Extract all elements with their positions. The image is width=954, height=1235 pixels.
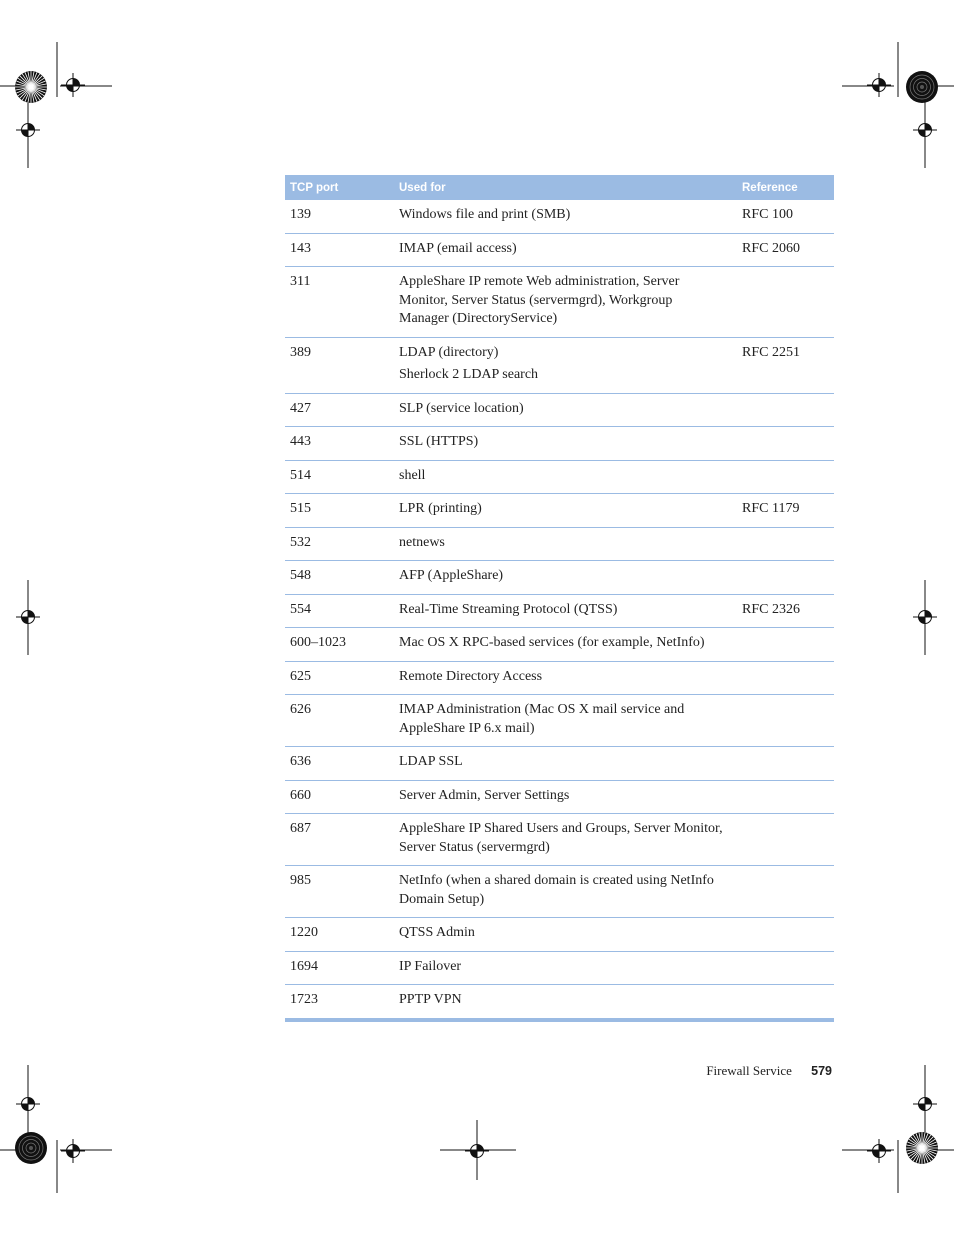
table-row — [285, 661, 834, 695]
cell-reference: RFC 2060 — [737, 233, 834, 267]
cell-tcp-port: 311 — [285, 267, 394, 338]
cell-reference — [737, 561, 834, 595]
cell-tcp-port: 687 — [285, 814, 394, 866]
table-row — [285, 594, 834, 628]
used-for-line: SSL (HTTPS) — [399, 434, 479, 449]
used-for-line: PPTP VPN — [399, 992, 462, 1007]
cell-reference — [737, 427, 834, 461]
used-for-line: shell — [399, 467, 426, 483]
table-row — [285, 951, 834, 985]
used-for-line: Remote Directory Access — [399, 668, 543, 684]
cell-used-for — [394, 393, 737, 427]
cell-used-for — [394, 594, 737, 628]
cell-used-for — [394, 267, 737, 338]
used-for-line: netnews — [399, 534, 445, 550]
cell-tcp-port: 532 — [285, 527, 394, 561]
cell-tcp-port: 1220 — [285, 918, 394, 952]
cell-used-for — [394, 427, 737, 461]
cell-reference — [737, 695, 834, 747]
cell-reference — [737, 393, 834, 427]
used-for-line: Real-Time Streaming Protocol (QTSS) — [399, 601, 618, 617]
cell-tcp-port: 515 — [285, 494, 394, 528]
table-row — [285, 780, 834, 814]
table-row — [285, 695, 834, 747]
cell-tcp-port: 625 — [285, 661, 394, 695]
table-row — [285, 393, 834, 427]
cell-tcp-port: 143 — [285, 233, 394, 267]
cell-used-for — [394, 780, 737, 814]
cell-tcp-port: 660 — [285, 780, 394, 814]
cell-tcp-port: 636 — [285, 747, 394, 781]
cell-tcp-port: 139 — [285, 200, 394, 233]
table-row — [285, 985, 834, 1020]
tcp-port-table — [285, 175, 834, 1022]
cell-tcp-port: 626 — [285, 695, 394, 747]
used-for-line: IP Failover — [399, 958, 462, 974]
table-row — [285, 460, 834, 494]
used-for-line: IMAP Administration (Mac OS X mail service and AppleShare IP 6.x mail) — [399, 702, 685, 736]
used-for-line: Mac OS X RPC-based services (for example, NetInfo) — [399, 635, 705, 650]
cell-tcp-port: 389 — [285, 337, 394, 393]
cell-used-for — [394, 661, 737, 695]
cell-used-for — [394, 460, 737, 494]
cell-used-for — [394, 747, 737, 781]
used-for-line: IMAP (email access) — [399, 240, 517, 256]
table-row — [285, 233, 834, 267]
table-row — [285, 200, 834, 233]
cell-reference — [737, 985, 834, 1020]
table-row — [285, 427, 834, 461]
cell-used-for — [394, 337, 737, 393]
cell-reference — [737, 527, 834, 561]
cell-used-for — [394, 695, 737, 747]
cell-used-for — [394, 628, 737, 662]
table-row — [285, 494, 834, 528]
cell-reference — [737, 780, 834, 814]
cell-reference: RFC 2251 — [737, 337, 834, 393]
used-for-line: Server Admin, Server Settings — [399, 787, 570, 803]
table-row — [285, 814, 834, 866]
cell-reference: RFC 2326 — [737, 594, 834, 628]
cell-used-for — [394, 527, 737, 561]
table-row — [285, 628, 834, 662]
cell-tcp-port: 548 — [285, 561, 394, 595]
cell-tcp-port: 1694 — [285, 951, 394, 985]
footer-section-title: Firewall Service — [706, 1063, 792, 1078]
used-for-line: NetInfo (when a shared domain is created using NetInfo Domain Setup) — [399, 873, 714, 907]
cell-reference: RFC 100 — [737, 200, 834, 233]
cell-tcp-port: 514 — [285, 460, 394, 494]
used-for-line: LDAP SSL — [399, 754, 463, 769]
used-for-line: LDAP (directory) — [399, 344, 499, 360]
cell-tcp-port: 443 — [285, 427, 394, 461]
cell-reference — [737, 951, 834, 985]
cell-tcp-port: 427 — [285, 393, 394, 427]
page-footer — [706, 1063, 832, 1079]
table-header-row — [285, 175, 834, 200]
used-for-line: QTSS Admin — [399, 925, 475, 940]
cell-tcp-port: 985 — [285, 866, 394, 918]
cell-used-for — [394, 918, 737, 952]
cell-tcp-port: 600–1023 — [285, 628, 394, 662]
cell-used-for — [394, 866, 737, 918]
cell-reference — [737, 747, 834, 781]
cell-used-for — [394, 233, 737, 267]
cell-used-for — [394, 200, 737, 233]
table-row — [285, 747, 834, 781]
used-for-line: AppleShare IP Shared Users and Groups, Server Monitor, Server Status (servermgrd) — [399, 821, 723, 855]
cell-used-for — [394, 951, 737, 985]
cell-reference — [737, 460, 834, 494]
page-number: 579 — [811, 1064, 832, 1078]
used-for-line: AFP (AppleShare) — [399, 568, 504, 583]
header-used-for: Used for — [394, 175, 737, 200]
cell-tcp-port: 1723 — [285, 985, 394, 1020]
table-body — [285, 200, 834, 1020]
cell-tcp-port: 554 — [285, 594, 394, 628]
cell-reference — [737, 814, 834, 866]
table-row — [285, 561, 834, 595]
cell-reference — [737, 918, 834, 952]
used-for-line: SLP (service location) — [399, 400, 524, 416]
used-for-line: AppleShare IP remote Web administration, Server Monitor, Server Status (servermgrd), Workgroup Manager (DirectoryService) — [399, 274, 680, 326]
cell-reference — [737, 661, 834, 695]
used-for-line: LPR (printing) — [399, 501, 482, 516]
cell-used-for — [394, 985, 737, 1020]
table-row — [285, 337, 834, 393]
cell-reference — [737, 267, 834, 338]
table-row — [285, 267, 834, 338]
cell-used-for — [394, 814, 737, 866]
cell-reference — [737, 628, 834, 662]
cell-reference: RFC 1179 — [737, 494, 834, 528]
used-for-line: Windows file and print (SMB) — [399, 207, 571, 222]
table-row — [285, 866, 834, 918]
table-row — [285, 527, 834, 561]
header-reference: Reference — [737, 175, 834, 200]
table-row — [285, 918, 834, 952]
cell-reference — [737, 866, 834, 918]
cell-used-for — [394, 494, 737, 528]
header-tcp-port: TCP port — [285, 175, 394, 200]
used-for-line: Sherlock 2 LDAP search — [399, 367, 539, 382]
cell-used-for — [394, 561, 737, 595]
